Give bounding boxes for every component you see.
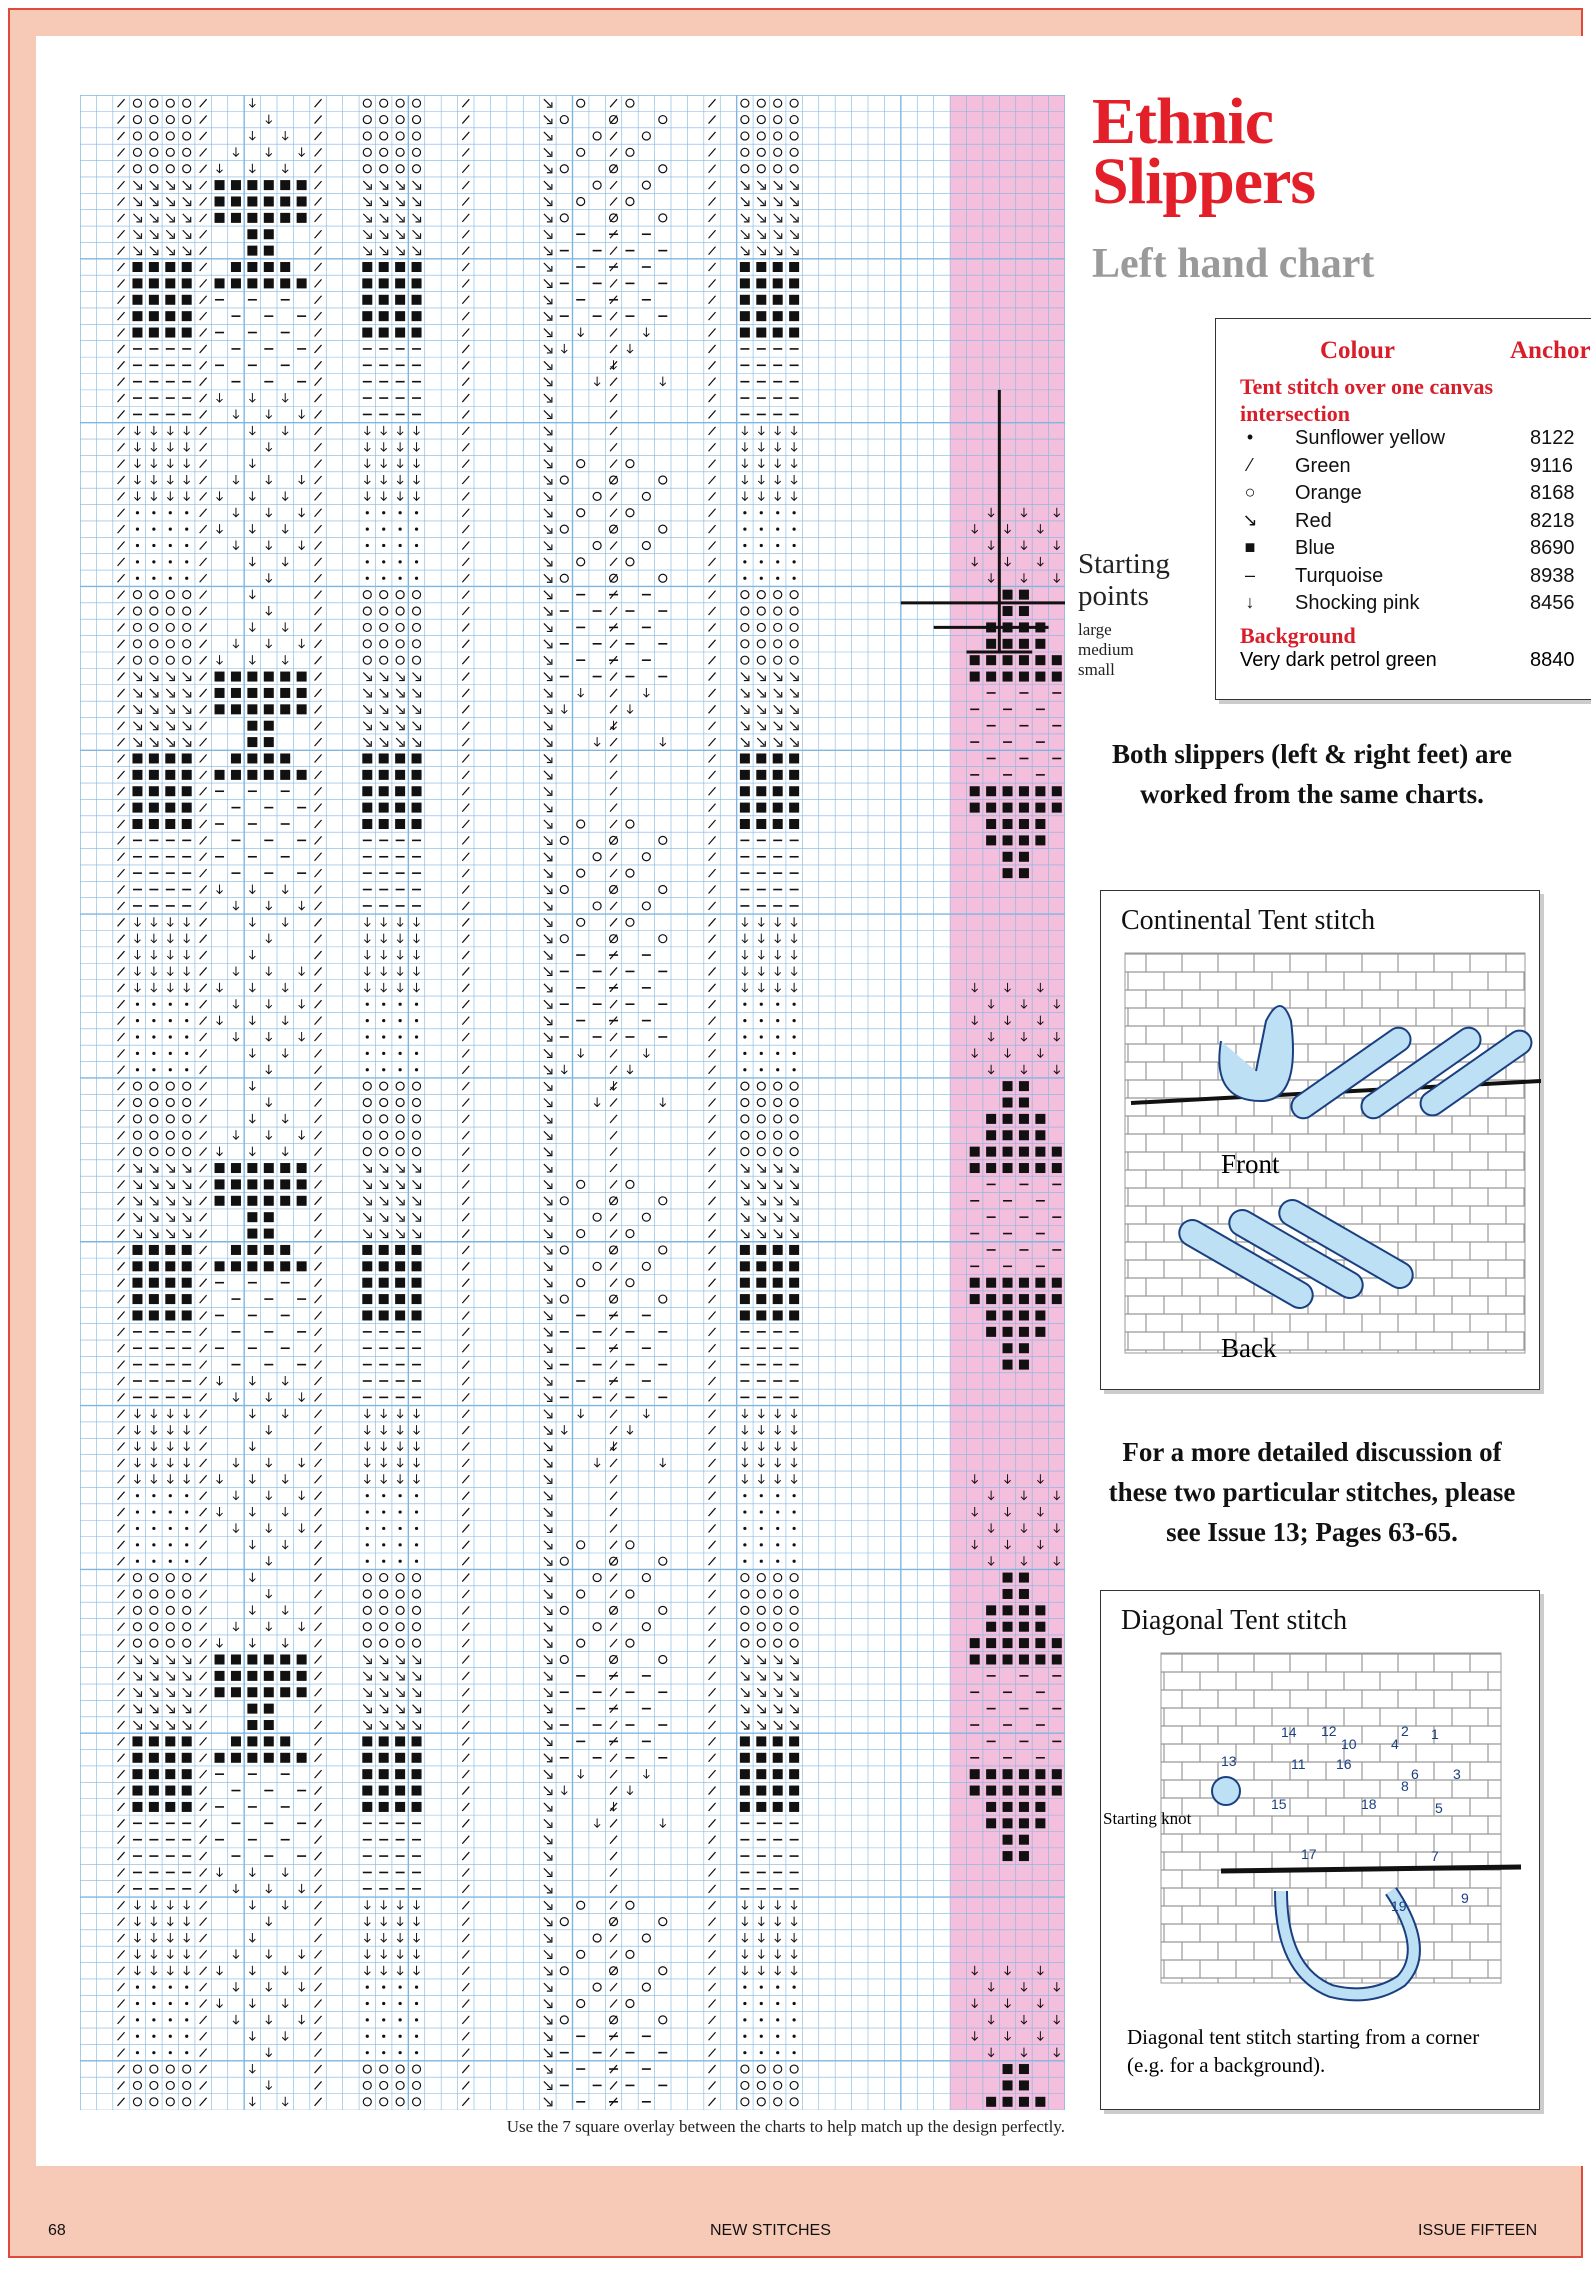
key-background-row	[1240, 649, 1591, 676]
stitch-number-label: 16	[1336, 1756, 1352, 1772]
stitch-number-label: 6	[1411, 1766, 1419, 1782]
stitch-number-label: 10	[1341, 1736, 1357, 1752]
anchor-number: 9116	[1530, 454, 1574, 477]
stitch-number-label: 8	[1401, 1778, 1409, 1794]
diagonal-caption: Diagonal tent stitch starting from a corner (e.g. for a background).	[1127, 2025, 1480, 2077]
colour-name: Orange	[1295, 482, 1362, 504]
stitch-number-label: 14	[1281, 1724, 1297, 1740]
key-row	[1240, 427, 1591, 455]
magazine-name: NEW STITCHES	[710, 2222, 831, 2239]
key-row	[1240, 565, 1591, 593]
anchor-number: 8456	[1530, 592, 1575, 614]
stitch-number-label: 12	[1321, 1723, 1337, 1739]
starting-points-legend	[1078, 548, 1170, 680]
title-line-2: Slippers	[1092, 145, 1316, 218]
stitch-symbol-icon: ↓	[1245, 592, 1255, 612]
starting-knot-label: Starting knot	[1103, 1809, 1192, 1828]
stitch-number-label: 3	[1453, 1766, 1461, 1782]
background-colour-name: Very dark petrol green	[1240, 648, 1437, 671]
stitch-number-label: 1	[1431, 1726, 1439, 1742]
stitch-number-label: 5	[1435, 1800, 1443, 1816]
colour-key	[1215, 318, 1591, 700]
key-row	[1240, 482, 1591, 510]
issue-label: ISSUE FIFTEEN	[1418, 2222, 1538, 2239]
stitch-number-label: 9	[1461, 1890, 1469, 1906]
stitch-number-label: 19	[1391, 1898, 1407, 1914]
stitch-symbol-icon: ○	[1244, 482, 1256, 502]
colour-name: Red	[1295, 509, 1332, 532]
starting-points-label-2: points	[1078, 580, 1149, 612]
background-anchor-number: 8840	[1530, 648, 1575, 671]
both-slippers-note: Both slippers (left & right feet) are worked from the same charts.	[1112, 739, 1512, 809]
continental-front-label: Front	[1221, 1149, 1280, 1179]
stitch-chart	[80, 95, 1065, 2110]
anchor-number: 8168	[1530, 482, 1575, 504]
stitch-number-label: 4	[1391, 1736, 1399, 1752]
anchor-number: 8218	[1530, 509, 1575, 532]
stitch-symbol-icon: •	[1246, 427, 1254, 447]
stitch-number-label: 15	[1271, 1796, 1287, 1812]
stitch-chart-grid	[80, 95, 1065, 2110]
continental-title: Continental Tent stitch	[1121, 905, 1376, 936]
key-colour-header: Colour	[1320, 337, 1395, 364]
starting-points-label-1: Starting	[1078, 548, 1170, 580]
starting-size-large: large	[1078, 620, 1112, 639]
stitch-number-label: 17	[1301, 1846, 1317, 1862]
colour-name: Turquoise	[1295, 564, 1384, 587]
discussion-note: For a more detailed discussion of these two particular stitches, please see Issue 13; Pages 63-65.	[1108, 1437, 1516, 1547]
key-section-tent: Tent stitch over one canvas intersection	[1240, 374, 1493, 426]
starting-size-small: small	[1078, 660, 1115, 679]
chart-caption: Use the 7 square overlay between the charts to help match up the design perfectly.	[506, 2117, 1065, 2136]
key-section-background: Background	[1240, 622, 1356, 648]
page-number: 68	[48, 2222, 66, 2239]
key-row	[1240, 510, 1591, 538]
key-anchor-header: Anchor	[1510, 337, 1591, 364]
title-line-1: Ethnic	[1092, 85, 1274, 158]
key-row	[1240, 537, 1591, 565]
colour-name: Green	[1295, 454, 1351, 477]
page-subtitle: Left hand chart	[1092, 241, 1375, 287]
stitch-number-label: 13	[1221, 1753, 1237, 1769]
stitch-number-label: 18	[1361, 1796, 1377, 1812]
continental-tent-diagram	[1100, 890, 1540, 1390]
key-row	[1240, 592, 1591, 620]
diagonal-title: Diagonal Tent stitch	[1121, 1605, 1348, 1636]
anchor-number: 8938	[1530, 564, 1575, 587]
colour-name: Blue	[1295, 537, 1336, 559]
stitch-number-label: 7	[1431, 1848, 1439, 1864]
stitch-symbol-icon: ↘	[1242, 509, 1258, 530]
stitch-number-label: 11	[1291, 1756, 1306, 1772]
stitch-number-label: 2	[1401, 1723, 1409, 1739]
diagonal-tent-diagram	[1100, 1590, 1540, 2110]
stitch-symbol-icon: ■	[1244, 537, 1256, 557]
stitch-symbol-icon: ⁄	[1248, 454, 1252, 475]
colour-name: Sunflower yellow	[1295, 427, 1446, 449]
page-title	[1092, 85, 1316, 218]
anchor-number: 8690	[1530, 537, 1575, 559]
anchor-number: 8122	[1530, 427, 1575, 449]
stitch-symbol-icon: –	[1244, 564, 1255, 585]
continental-stitch-illustration	[1101, 891, 1541, 1391]
continental-back-label: Back	[1221, 1333, 1277, 1363]
starting-size-medium: medium	[1078, 640, 1134, 659]
colour-name: Shocking pink	[1295, 592, 1420, 614]
key-row	[1240, 455, 1591, 483]
